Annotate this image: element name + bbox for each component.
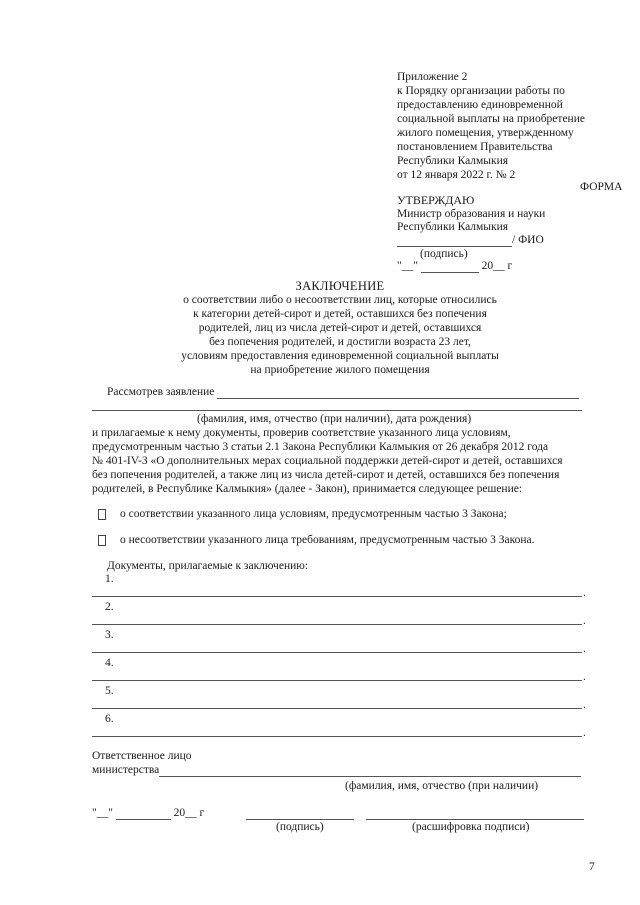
application-line[interactable]	[217, 387, 579, 399]
date-quote: "__"	[397, 260, 418, 272]
fio-suffix: / ФИО	[512, 234, 544, 246]
approval-position-line1: Министр образования и науки	[397, 208, 546, 220]
document-item-number: 5.	[105, 685, 114, 697]
noncompliance-checkbox[interactable]	[98, 535, 106, 546]
document-item-line[interactable]	[92, 652, 582, 653]
document-item-number: 4.	[105, 657, 114, 669]
responsible-date-row	[92, 806, 204, 820]
document-item-line-end: .	[583, 615, 586, 627]
paragraph-line: родителей, в Республике Калмыкия» (далее - Закон), принимается следующее решение:	[92, 483, 523, 495]
compliance-option-label: о соответствии указанного лица условиям, предусмотренным частью 3 Закона;	[120, 508, 507, 520]
approval-title: УТВЕРЖДАЮ	[397, 193, 475, 207]
signature-line[interactable]	[397, 235, 512, 247]
paragraph-line: предусмотренным частью 3 статьи 2.1 Закона Республики Калмыкия от 26 декабря 2012 года	[92, 441, 549, 453]
considered-row	[107, 385, 579, 399]
date-quote: "__"	[92, 807, 113, 819]
subtitle-line: условиям предоставления единовременной социальной выплаты	[181, 350, 499, 362]
document-item-line-end: .	[583, 727, 586, 739]
appendix-line: Приложение 2	[397, 71, 468, 83]
responsible-name-line[interactable]	[159, 765, 581, 777]
appendix-header	[397, 70, 627, 182]
document-item-line[interactable]	[92, 624, 582, 625]
subtitle-line: без попечения родителей, и достигли возраста 23 лет,	[209, 336, 471, 348]
responsible-name-caption: (фамилия, имя, отчество (при наличии)	[345, 780, 539, 792]
document-item-number: 3.	[105, 629, 114, 641]
subtitle-line: на приобретение жилого помещения	[250, 364, 430, 376]
appendix-line: социальной выплаты на приобретение	[397, 113, 585, 125]
approval-signature-caption: (подпись)	[420, 248, 468, 260]
document-item-line[interactable]	[92, 596, 582, 597]
responsible-line2: министерства	[92, 764, 160, 776]
form-label: ФОРМА	[580, 181, 623, 193]
document-item-number: 2.	[105, 601, 114, 613]
document-item-line-end: .	[583, 671, 586, 683]
subtitle-line: родителей, лиц из числа детей-сирот и детей, оставшихся	[198, 322, 482, 334]
document-item-line-end: .	[583, 587, 586, 599]
document-item-line-end: .	[583, 699, 586, 711]
document-item-line-end: .	[583, 643, 586, 655]
considered-label: Рассмотрев заявление	[107, 386, 215, 398]
appendix-line: к Порядку организации работы по	[397, 85, 565, 97]
paragraph-line: без попечения родителей, а также лиц из числа детей-сирот и детей, оставшихся без попечения	[92, 469, 560, 481]
document-item-number: 1.	[105, 573, 114, 585]
date-month-line[interactable]	[421, 261, 479, 273]
appendix-line: Республики Калмыкия	[397, 155, 509, 167]
responsible-line1: Ответственное лицо	[92, 750, 192, 762]
applicant-name-line[interactable]	[92, 410, 582, 411]
signature-caption: (подпись)	[276, 821, 324, 833]
documents-heading: Документы, прилагаемые к заключению:	[107, 560, 309, 572]
paragraph-line: и прилагаемые к нему документы, проверив соответствие указанного лица условиям,	[92, 427, 511, 439]
decode-caption: (расшифровка подписи)	[412, 821, 530, 833]
signature-line[interactable]	[246, 808, 354, 820]
document-item-line[interactable]	[92, 680, 582, 681]
subtitle-line: о соответствии либо о несоответствии лиц, которые относились	[183, 294, 497, 306]
applicant-name-caption: (фамилия, имя, отчество (при наличии), дата рождения)	[197, 413, 472, 425]
decision-paragraph	[92, 426, 602, 496]
approval-signature-row	[397, 233, 544, 247]
approval-date-row	[397, 259, 512, 273]
appendix-line: от 12 января 2022 г. № 2	[397, 169, 516, 181]
date-year: 20__ г	[173, 807, 205, 819]
document-title: ЗАКЛЮЧЕНИЕ	[295, 279, 385, 293]
document-subtitle	[90, 293, 590, 377]
responsible-row	[92, 763, 581, 777]
page-number: 7	[589, 861, 595, 873]
document-item-line[interactable]	[92, 736, 582, 737]
subtitle-line: к категории детей-сирот и детей, оставшихся без попечения	[193, 308, 487, 320]
approval-position-line2: Республики Калмыкия	[397, 221, 509, 233]
compliance-checkbox[interactable]	[98, 509, 106, 520]
appendix-line: постановлением Правительства	[397, 141, 553, 153]
date-year: 20__ г	[481, 260, 513, 272]
appendix-line: предоставлению единовременной	[397, 99, 563, 111]
decode-line[interactable]	[366, 808, 584, 820]
appendix-line: жилого помещения, утвержденному	[397, 127, 574, 139]
decode-field	[366, 806, 584, 820]
paragraph-line: № 401-IV-З «О дополнительных мерах социальной поддержки детей-сирот и детей, оставшихся	[92, 455, 563, 467]
document-item-line[interactable]	[92, 708, 582, 709]
date-month-line[interactable]	[116, 808, 171, 820]
noncompliance-option-label: о несоответствии указанного лица требованиям, предусмотренным частью 3 Закона.	[120, 534, 535, 546]
signature-field	[246, 806, 354, 820]
document-item-number: 6.	[105, 713, 114, 725]
